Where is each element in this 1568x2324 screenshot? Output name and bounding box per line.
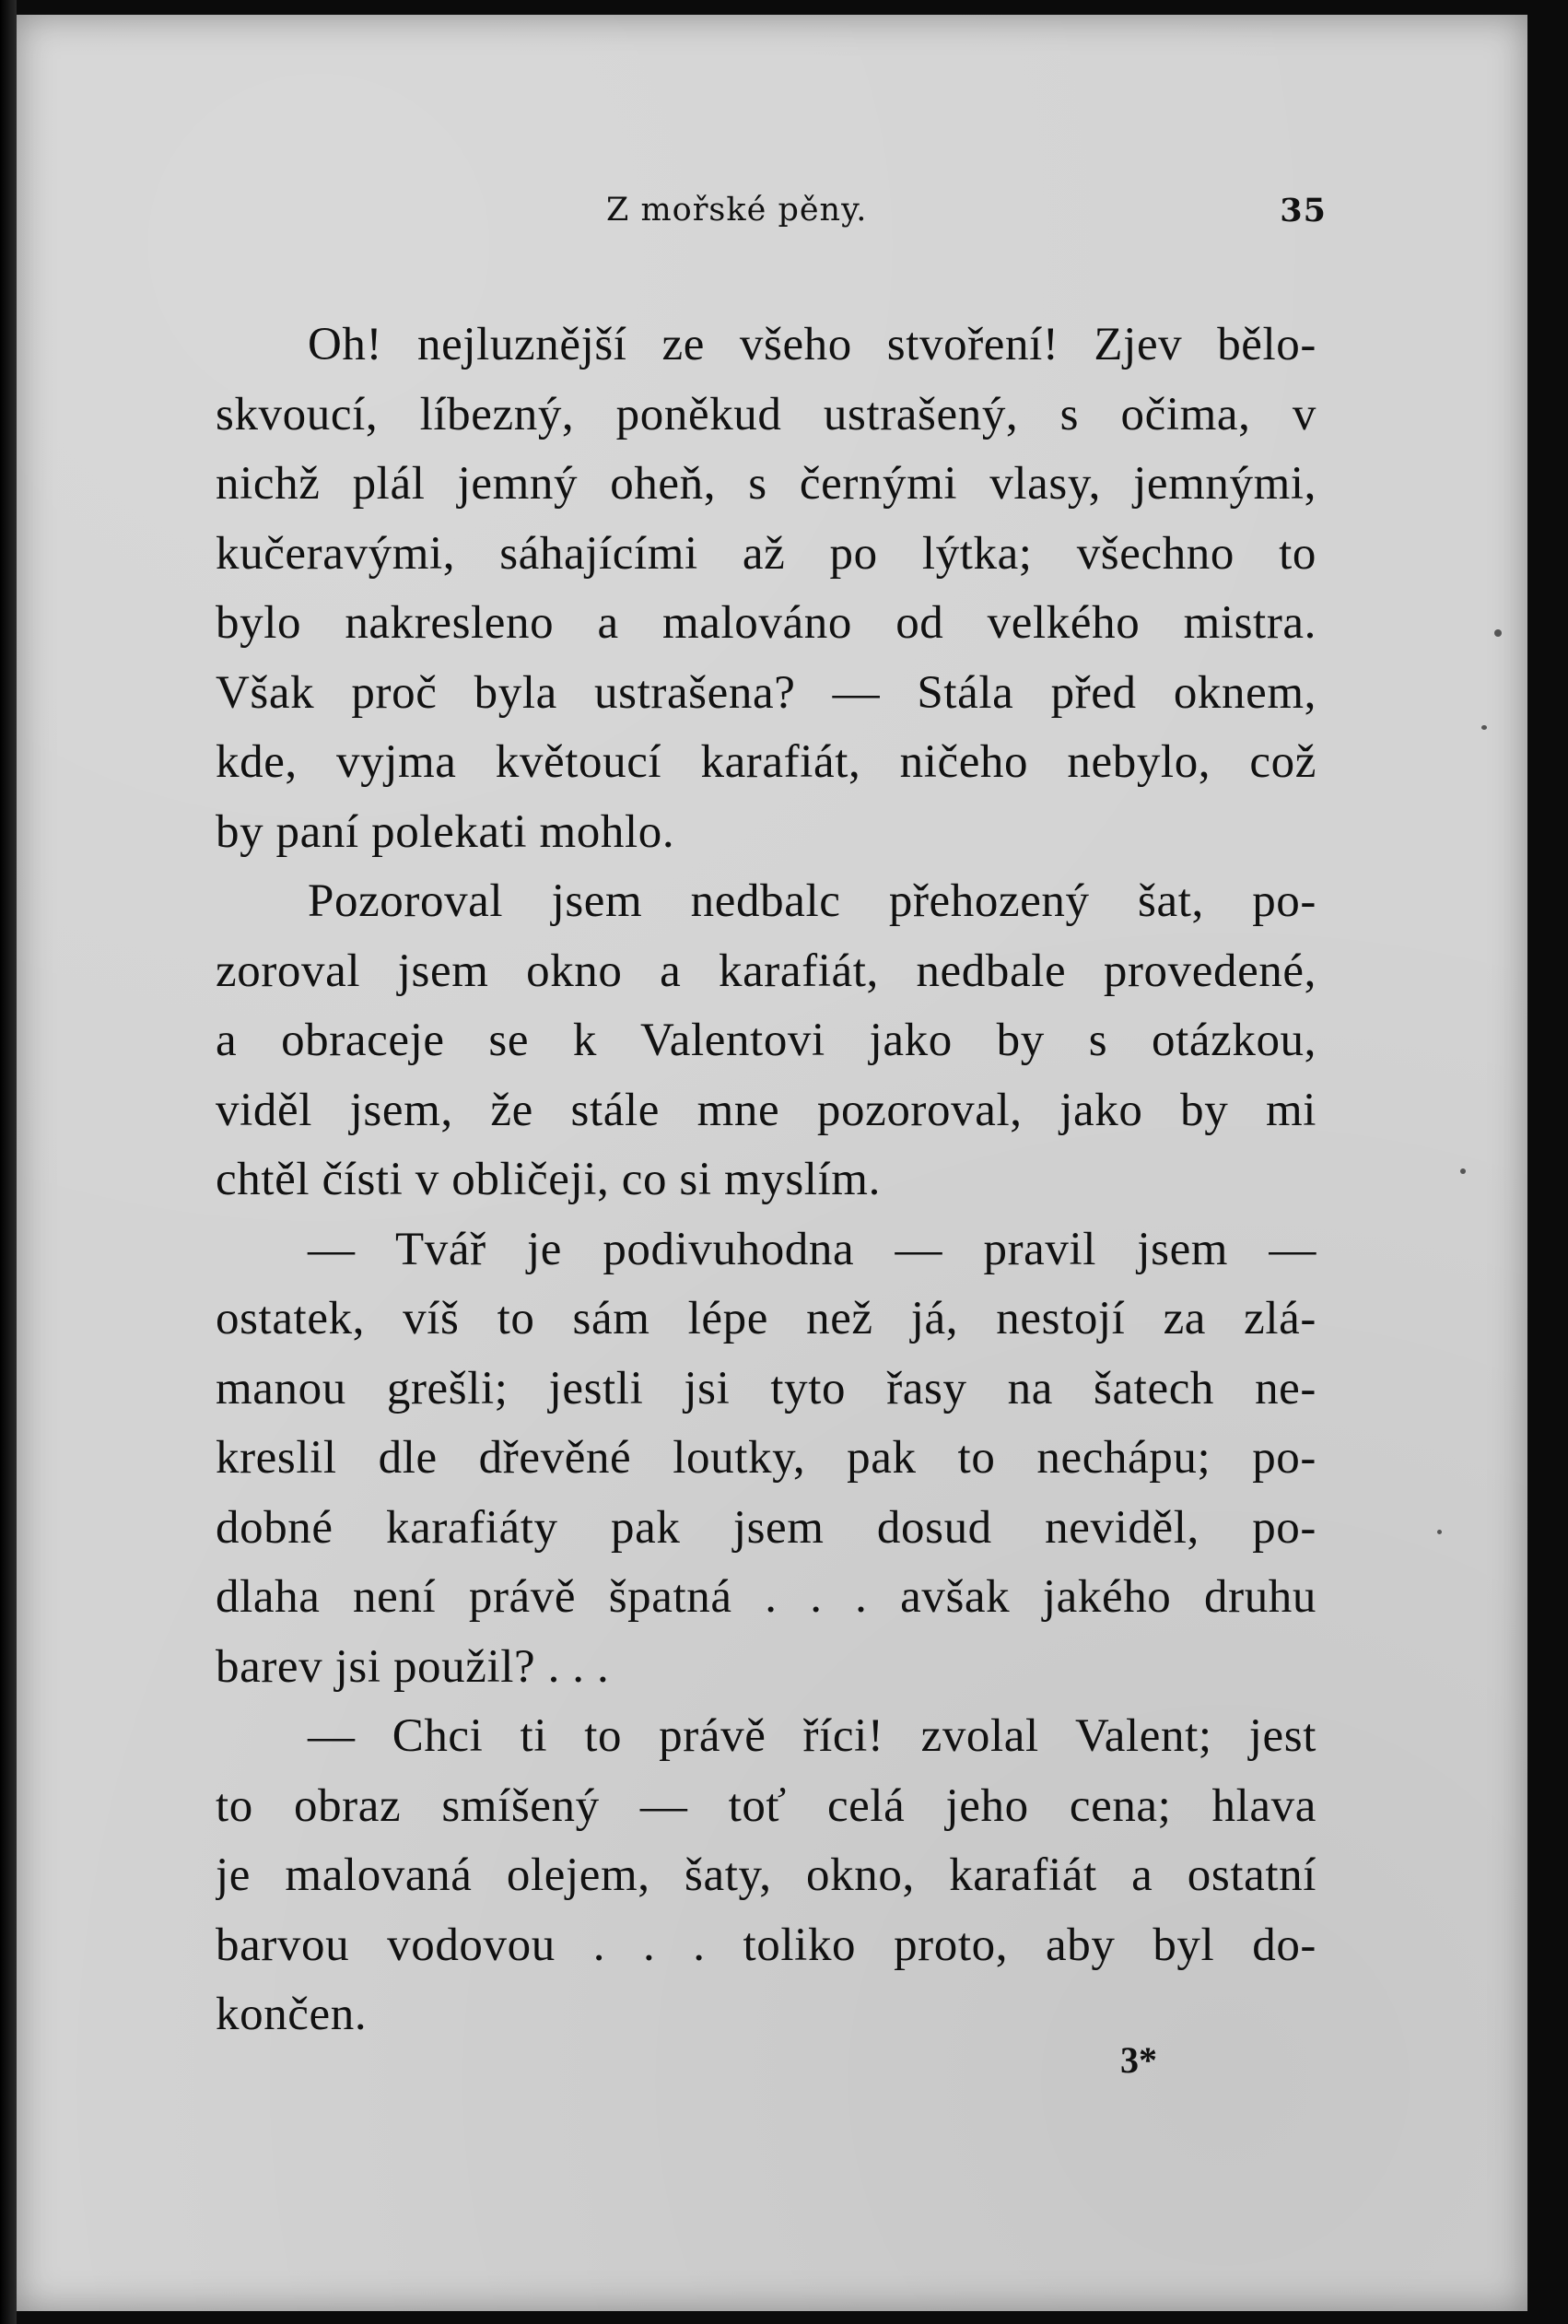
page-number: 35 (1280, 192, 1327, 229)
text-line: nichž plál jemný oheň, s černými vlasy, jemnými, (216, 458, 1316, 510)
text-line: to obraz smíšený — toť celá jeho cena; hlava (216, 1779, 1316, 1832)
text-line: a obraceje se k Valentovi jako by s otázkou, (216, 1015, 1316, 1066)
text-line: chtěl čísti v obličeji, co si myslím. (216, 1154, 881, 1205)
scan-speck (1460, 1168, 1466, 1174)
text-line: bylo nakresleno a malováno od velkého mistra. (216, 597, 1316, 649)
scan-speck (1494, 629, 1502, 637)
scan-speck (1437, 1530, 1442, 1534)
body-text (216, 311, 1316, 2050)
text-line: viděl jsem, že stále mne pozoroval, jako by mi (216, 1084, 1316, 1136)
text-line: — Tvář je podivuhodna — pravil jsem — (308, 1223, 1316, 1275)
page-header (590, 192, 1327, 238)
text-line: ostatek, víš to sám lépe než já, nestojí za zlá- (216, 1293, 1316, 1344)
text-line: kreslil dle dřevěné loutky, pak to nechápu; po- (216, 1432, 1316, 1484)
text-line: dobné karafiáty pak jsem dosud neviděl, po- (216, 1501, 1316, 1554)
running-title: Z mořské pěny. (606, 192, 868, 229)
text-line: Oh! nejluznější ze všeho stvoření! Zjev bělo- (308, 319, 1316, 370)
text-line: skvoucí, líbezný, poněkud ustrašený, s očima, v (216, 388, 1316, 440)
text-line: Pozoroval jsem nedbalc přehozený šat, po- (308, 875, 1316, 927)
scan-speck (1481, 725, 1487, 730)
text-line: kde, vyjma květoucí karafiát, ničeho nebylo, což (216, 736, 1316, 788)
book-spine-shadow (0, 0, 17, 2324)
text-line: by paní polekati mohlo. (216, 805, 675, 858)
text-line: — Chci ti to právě říci! zvolal Valent; jest (308, 1710, 1316, 1762)
text-line: dlaha není právě špatná . . . avšak jakého druhu (216, 1571, 1316, 1623)
text-line: končen. (216, 1989, 368, 2040)
text-line: manou grešli; jestli jsi tyto řasy na šatech ne- (216, 1362, 1316, 1414)
text-line: kučeravými, sáhajícími až po lýtka; všechno to (216, 527, 1316, 580)
text-line: zoroval jsem okno a karafiát, nedbale provedené, (216, 945, 1316, 997)
signature-mark: 3* (1120, 2039, 1157, 2081)
text-line: Však proč byla ustrašena? — Stála před oknem, (216, 666, 1316, 719)
text-line: barev jsi použil? . . . (216, 1640, 610, 1693)
text-line: barvou vodovou . . . toliko proto, aby byl do- (216, 1919, 1316, 1971)
text-line: je malovaná olejem, šaty, okno, karafiát a ostatní (216, 1849, 1316, 1901)
